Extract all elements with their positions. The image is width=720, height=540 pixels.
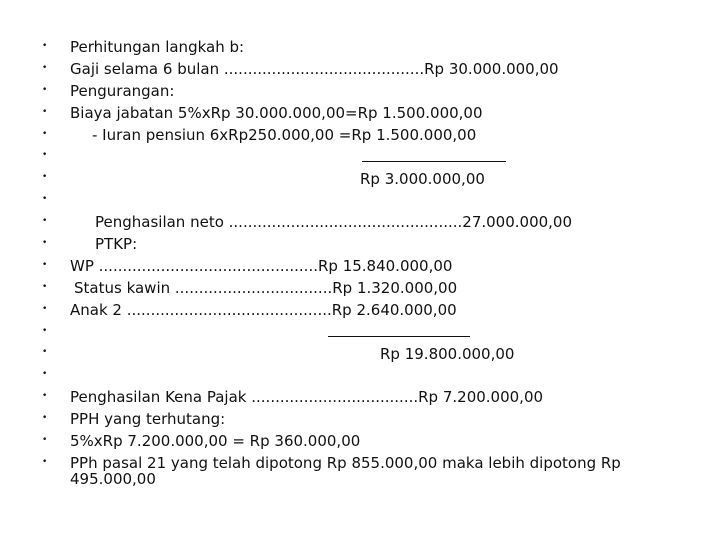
bullet: • [42, 413, 48, 424]
bullet: • [42, 369, 48, 380]
bullet: • [42, 150, 48, 161]
deductions-total: Rp 3.000.000,00 [360, 170, 485, 188]
bullet-column [42, 36, 62, 474]
salary-line: Gaji selama 6 bulan ..........................................Rp 30.000.000,00 [70, 60, 559, 78]
marital-status-line: Status kawin .................................Rp 1.320.000,00 [74, 279, 458, 297]
bullet: • [42, 347, 48, 358]
subtotal-rule [362, 161, 506, 162]
ptkp-total: Rp 19.800.000,00 [380, 345, 515, 363]
bullet: • [42, 238, 48, 249]
bullet: • [42, 281, 48, 292]
deductions-heading: Pengurangan: [70, 82, 175, 100]
bullet: • [42, 325, 48, 336]
ptkp-heading: PTKP: [95, 235, 138, 253]
bullet: • [42, 391, 48, 402]
bullet: • [42, 456, 48, 467]
pension-line: - Iuran pensiun 6xRp250.000,00 =Rp 1.500.000,00 [92, 126, 477, 144]
bullet: • [42, 435, 48, 446]
heading-line: Perhitungan langkah b: [70, 38, 245, 56]
tax-due-heading: PPH yang terhutang: [70, 410, 226, 428]
wp-line: WP ..............................................Rp 15.840.000,00 [70, 257, 453, 275]
net-income-line: Penghasilan neto .................................................27.000.000,00 [95, 213, 573, 231]
bullet: • [42, 84, 48, 95]
children-line: Anak 2 ...........................................Rp 2.640.000,00 [70, 301, 457, 319]
bullet: • [42, 259, 48, 270]
conclusion-line: PPh pasal 21 yang telah dipotong Rp 855.000,00 maka lebih dipotong Rp [70, 454, 621, 472]
taxable-income-line: Penghasilan Kena Pajak ...................................Rp 7.200.000,00 [70, 388, 544, 406]
bullet: • [42, 128, 48, 139]
bullet: • [42, 216, 48, 227]
bullet: • [42, 194, 48, 205]
bullet: • [42, 62, 48, 73]
bullet: • [42, 172, 48, 183]
conclusion-continuation: 495.000,00 [70, 470, 156, 488]
bullet: • [42, 41, 48, 51]
bullet: • [42, 106, 48, 117]
bullet: • [42, 303, 48, 314]
job-expense-line: Biaya jabatan 5%xRp 30.000.000,00=Rp 1.500.000,00 [70, 104, 483, 122]
ptkp-total-rule [328, 336, 470, 337]
tax-calculation-line: 5%xRp 7.200.000,00 = Rp 360.000,00 [70, 432, 361, 450]
